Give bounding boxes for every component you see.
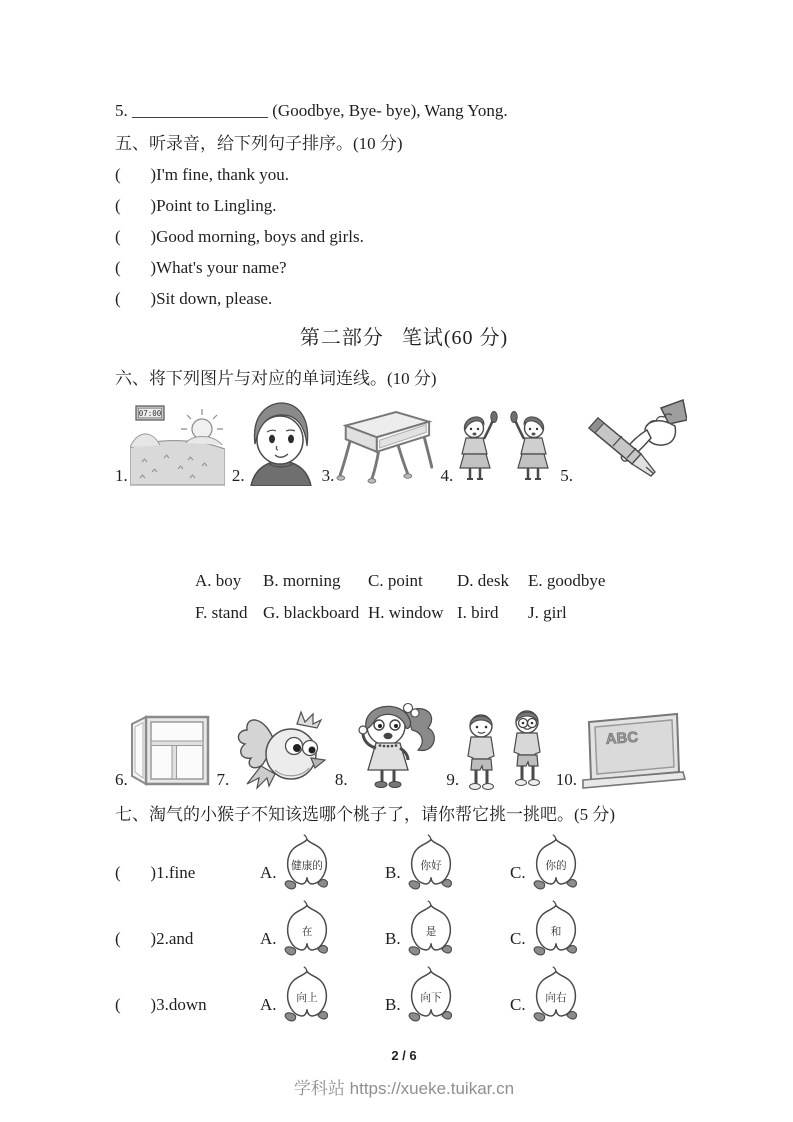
picture-cell-2 (232, 400, 315, 486)
word-option: A. boy (195, 571, 242, 590)
peach-option (510, 833, 582, 892)
peach-word: 向下 (420, 992, 442, 1004)
picture-number: 8. (334, 770, 348, 790)
word-option: J. girl (528, 603, 567, 622)
part-2-heading: 第二部分 笔试(60 分) (299, 327, 509, 349)
listen-item-3: ( )Good morning, boys and girls. (115, 227, 364, 246)
girls-waving-goodbye-icon (455, 402, 553, 486)
picture-cell-9 (446, 706, 549, 790)
picture-number: 6. (115, 770, 128, 790)
sleeve (661, 400, 687, 424)
picture-number: 9. (446, 770, 460, 790)
window-icon (130, 712, 210, 790)
site-watermark: 学科站 https://xueke.tuikar.cn (293, 1079, 515, 1098)
question-label: ( )2.and (115, 929, 194, 948)
peach-icon (530, 833, 582, 892)
option-letter: A. (260, 929, 277, 948)
question-5-fill-blank: 5. ________________ (Goodbye, Bye- bye), Wang Yong. (115, 101, 508, 120)
page-number: 2 / 6 (391, 1048, 417, 1063)
picture-cell-10 (556, 708, 687, 790)
peach-icon (281, 899, 333, 958)
ponytail (406, 709, 434, 751)
word-options-row-2 (195, 602, 693, 624)
clock-time-text: 07:00 (138, 408, 162, 418)
picture-number: 5. (560, 466, 573, 486)
word-option: H. window (368, 603, 444, 622)
word-option: I. bird (457, 603, 499, 622)
peach-word: 和 (550, 926, 561, 938)
question-label: ( )3.down (115, 995, 207, 1014)
peach-icon (530, 965, 582, 1024)
word-option: G. blackboard (263, 603, 360, 622)
picture-number: 10. (555, 770, 577, 790)
peach-icon (281, 833, 333, 892)
word-option: B. morning (263, 571, 341, 590)
peach-option (385, 899, 510, 958)
peach-option (385, 965, 510, 1024)
morning-sunrise-icon (130, 402, 225, 486)
palm (645, 421, 676, 445)
peach-icon (530, 899, 582, 958)
question-label: ( )1.fine (115, 863, 196, 882)
pointing-hand-and-pen-icon (575, 398, 687, 486)
peach-option (260, 899, 385, 958)
listen-item-4: ( )What's your name? (115, 258, 287, 277)
boy-head-icon (247, 400, 315, 486)
pictures-row-2 (115, 698, 687, 790)
peach-word: 向上 (295, 992, 318, 1004)
word-option: C. point (368, 571, 423, 590)
board-letters: ABC (605, 728, 639, 748)
peach-word: 健康的 (290, 860, 323, 872)
peach-icon (405, 899, 457, 958)
peach-option (510, 965, 582, 1024)
picture-number: 4. (440, 466, 454, 486)
section-7-title: 七、淘气的小猴子不知该选哪个桃子了，请你帮它挑一挑吧。(5 分) (115, 805, 616, 824)
listen-item-2: ( )Point to Lingling. (115, 196, 277, 215)
peach-option (510, 899, 582, 958)
picture-cell-7 (216, 708, 328, 790)
peach-word: 你好 (420, 860, 442, 872)
section-6-title: 六、将下列图片与对应的单词连线。(10 分) (115, 369, 437, 388)
picture-cell-1 (115, 402, 225, 486)
word-option: D. desk (457, 571, 509, 590)
picture-number: 3. (321, 466, 335, 486)
bird-icon (231, 708, 328, 790)
peach-icon (405, 833, 457, 892)
peach-option (260, 833, 385, 892)
word-option: E. goodbye (528, 571, 606, 590)
section-5-title: 五、听录音，给下列句子排序。(10 分) (115, 134, 403, 153)
peach-icon (281, 965, 333, 1024)
option-letter: A. (260, 863, 277, 882)
picture-number: 7. (216, 770, 230, 790)
option-letter: C. (510, 995, 526, 1014)
picture-number: 1. (115, 466, 128, 486)
peach-word: 向右 (545, 992, 567, 1004)
word-options-row-1 (195, 570, 693, 592)
option-letter: C. (510, 929, 526, 948)
option-letter: B. (385, 929, 401, 948)
peach-word: 是 (425, 926, 436, 938)
option-letter: B. (385, 863, 401, 882)
picture-cell-8 (335, 698, 440, 790)
blackboard-icon (579, 708, 687, 790)
option-letter: B. (385, 995, 401, 1014)
option-letter: A. (260, 995, 277, 1014)
girl-icon (350, 698, 440, 790)
peach-icon (405, 965, 457, 1024)
picture-number: 2. (231, 466, 245, 486)
pictures-row-1 (115, 398, 687, 486)
option-letter: C. (510, 863, 526, 882)
peach-word: 你的 (545, 860, 567, 872)
listen-item-1: ( )I'm fine, thank you. (115, 165, 289, 184)
peach-question-row-1 (115, 830, 693, 892)
picture-cell-5 (560, 398, 687, 486)
peach-option (260, 965, 385, 1024)
desk-icon (336, 404, 433, 486)
peach-option (385, 833, 510, 892)
peach-word: 在 (301, 926, 312, 938)
peach-question-row-3 (115, 962, 693, 1024)
picture-cell-4 (440, 402, 553, 486)
picture-cell-3 (322, 404, 434, 486)
listen-item-5: ( )Sit down, please. (115, 289, 273, 308)
word-option: F. stand (195, 603, 248, 622)
picture-cell-6 (115, 712, 210, 790)
peach-question-row-2 (115, 896, 693, 958)
boys-standing-icon (461, 706, 549, 790)
